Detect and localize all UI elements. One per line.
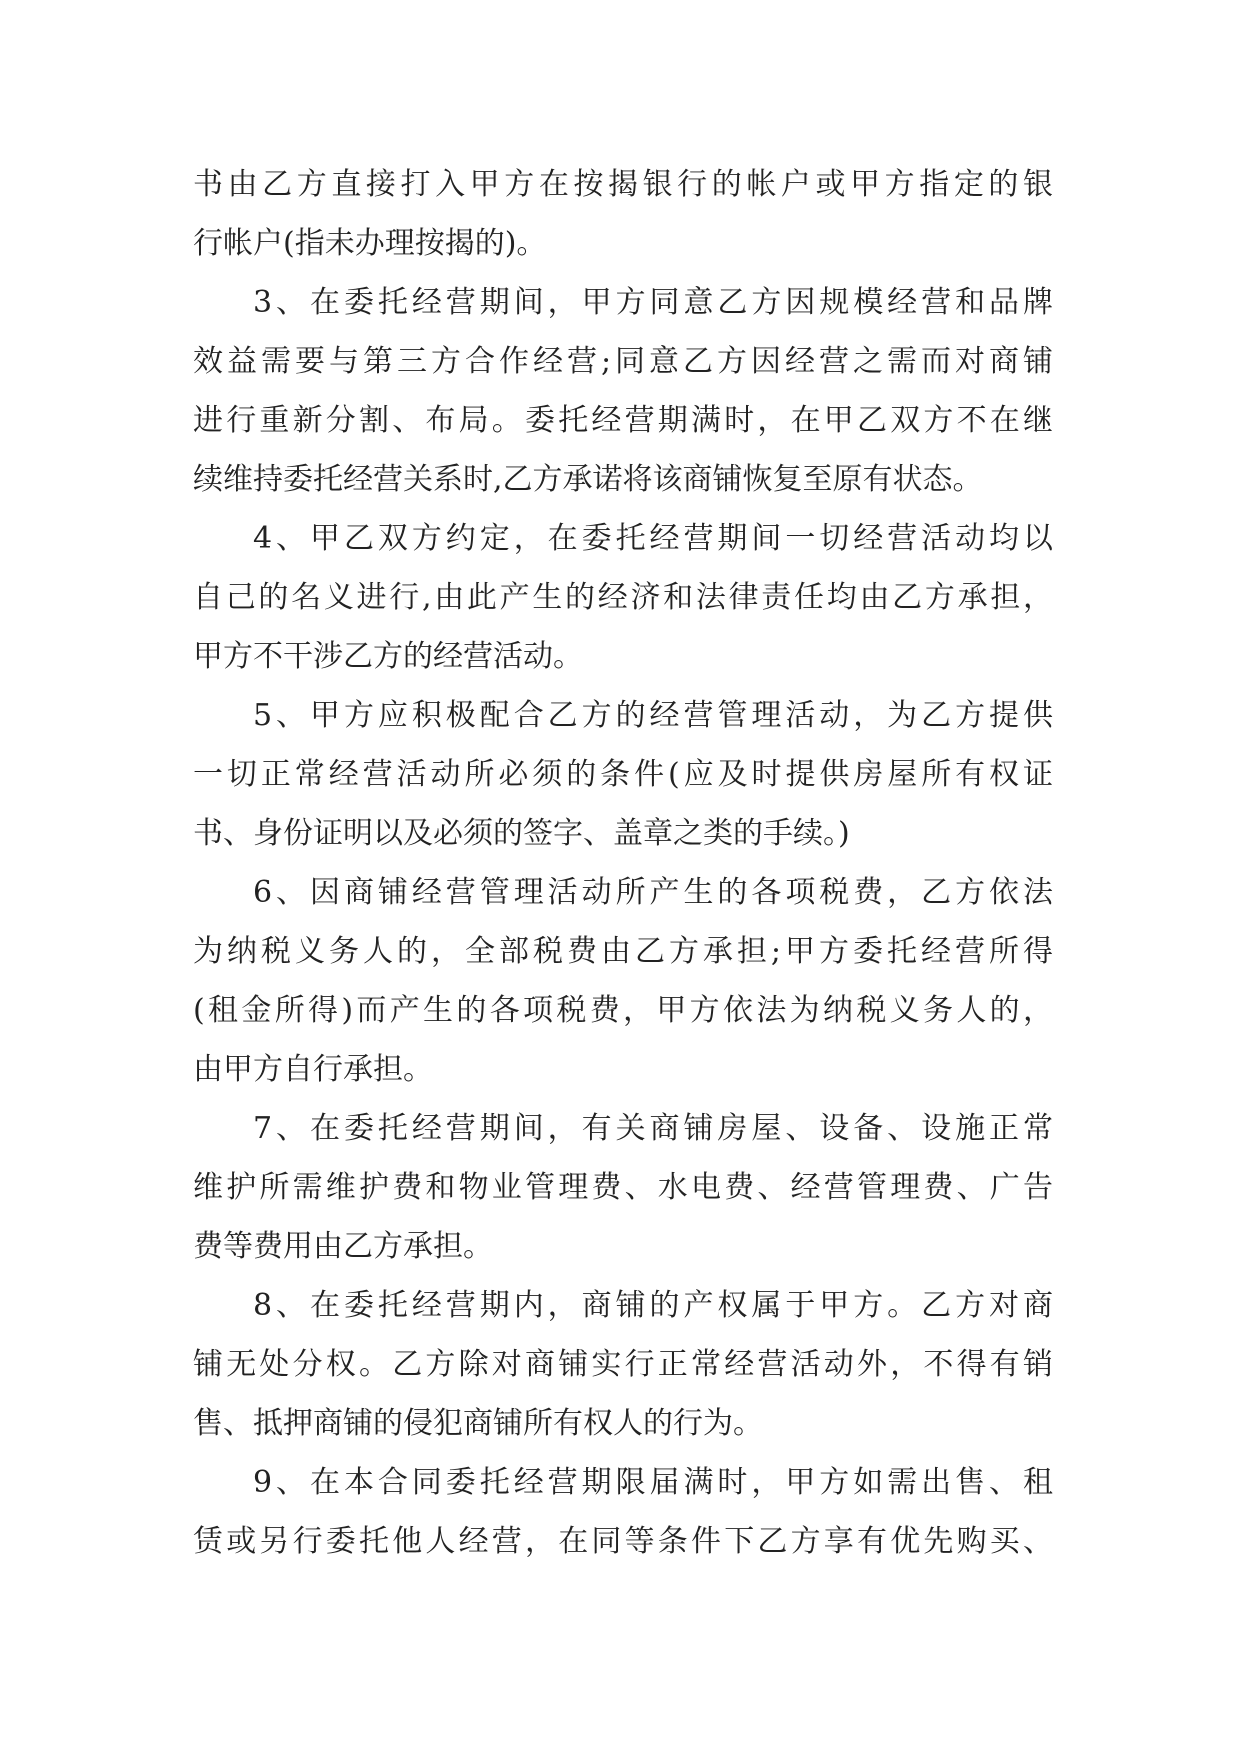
text-line: 书由乙方直接打入甲方在按揭银行的帐户或甲方指定的银 bbox=[193, 167, 1053, 202]
text-line: 6、因商铺经营管理活动所产生的各项税费，乙方依法 bbox=[253, 875, 1053, 910]
text-line: 8、在委托经营期内，商铺的产权属于甲方。乙方对商 bbox=[253, 1288, 1053, 1323]
text-line: 7、在委托经营期间，有关商铺房屋、设备、设施正常 bbox=[253, 1111, 1053, 1146]
text-line: 3、在委托经营期间，甲方同意乙方因规模经营和品牌 bbox=[253, 285, 1053, 320]
text-line: 书、身份证明以及必须的签字、盖章之类的手续。) bbox=[193, 816, 850, 851]
text-line: 由甲方自行承担。 bbox=[193, 1052, 433, 1087]
text-line: 一切正常经营活动所必须的条件(应及时提供房屋所有权证 bbox=[193, 757, 1053, 792]
text-line: (租金所得)而产生的各项税费，甲方依法为纳税义务人的， bbox=[193, 993, 1053, 1028]
text-line: 自己的名义进行,由此产生的经济和法律责任均由乙方承担， bbox=[193, 580, 1053, 615]
document-body bbox=[193, 155, 1053, 1571]
text-line: 进行重新分割、布局。委托经营期满时，在甲乙双方不在继 bbox=[193, 403, 1053, 438]
text-line: 行帐户(指未办理按揭的)。 bbox=[193, 226, 547, 261]
text-line: 售、抵押商铺的侵犯商铺所有权人的行为。 bbox=[193, 1406, 763, 1441]
text-line: 维护所需维护费和物业管理费、水电费、经营管理费、广告 bbox=[193, 1170, 1053, 1205]
text-line: 5、甲方应积极配合乙方的经营管理活动，为乙方提供 bbox=[253, 698, 1053, 733]
text-line: 效益需要与第三方合作经营;同意乙方因经营之需而对商铺 bbox=[193, 344, 1053, 379]
text-line: 续维持委托经营关系时,乙方承诺将该商铺恢复至原有状态。 bbox=[193, 462, 983, 497]
text-line: 费等费用由乙方承担。 bbox=[193, 1229, 493, 1264]
text-line: 4、甲乙双方约定，在委托经营期间一切经营活动均以 bbox=[253, 521, 1053, 556]
text-line: 为纳税义务人的，全部税费由乙方承担;甲方委托经营所得 bbox=[193, 934, 1053, 969]
text-line: 9、在本合同委托经营期限届满时，甲方如需出售、租 bbox=[253, 1465, 1053, 1500]
text-line: 甲方不干涉乙方的经营活动。 bbox=[193, 639, 583, 674]
text-line: 铺无处分权。乙方除对商铺实行正常经营活动外，不得有销 bbox=[193, 1347, 1053, 1382]
text-line: 赁或另行委托他人经营，在同等条件下乙方享有优先购买、 bbox=[193, 1524, 1053, 1559]
